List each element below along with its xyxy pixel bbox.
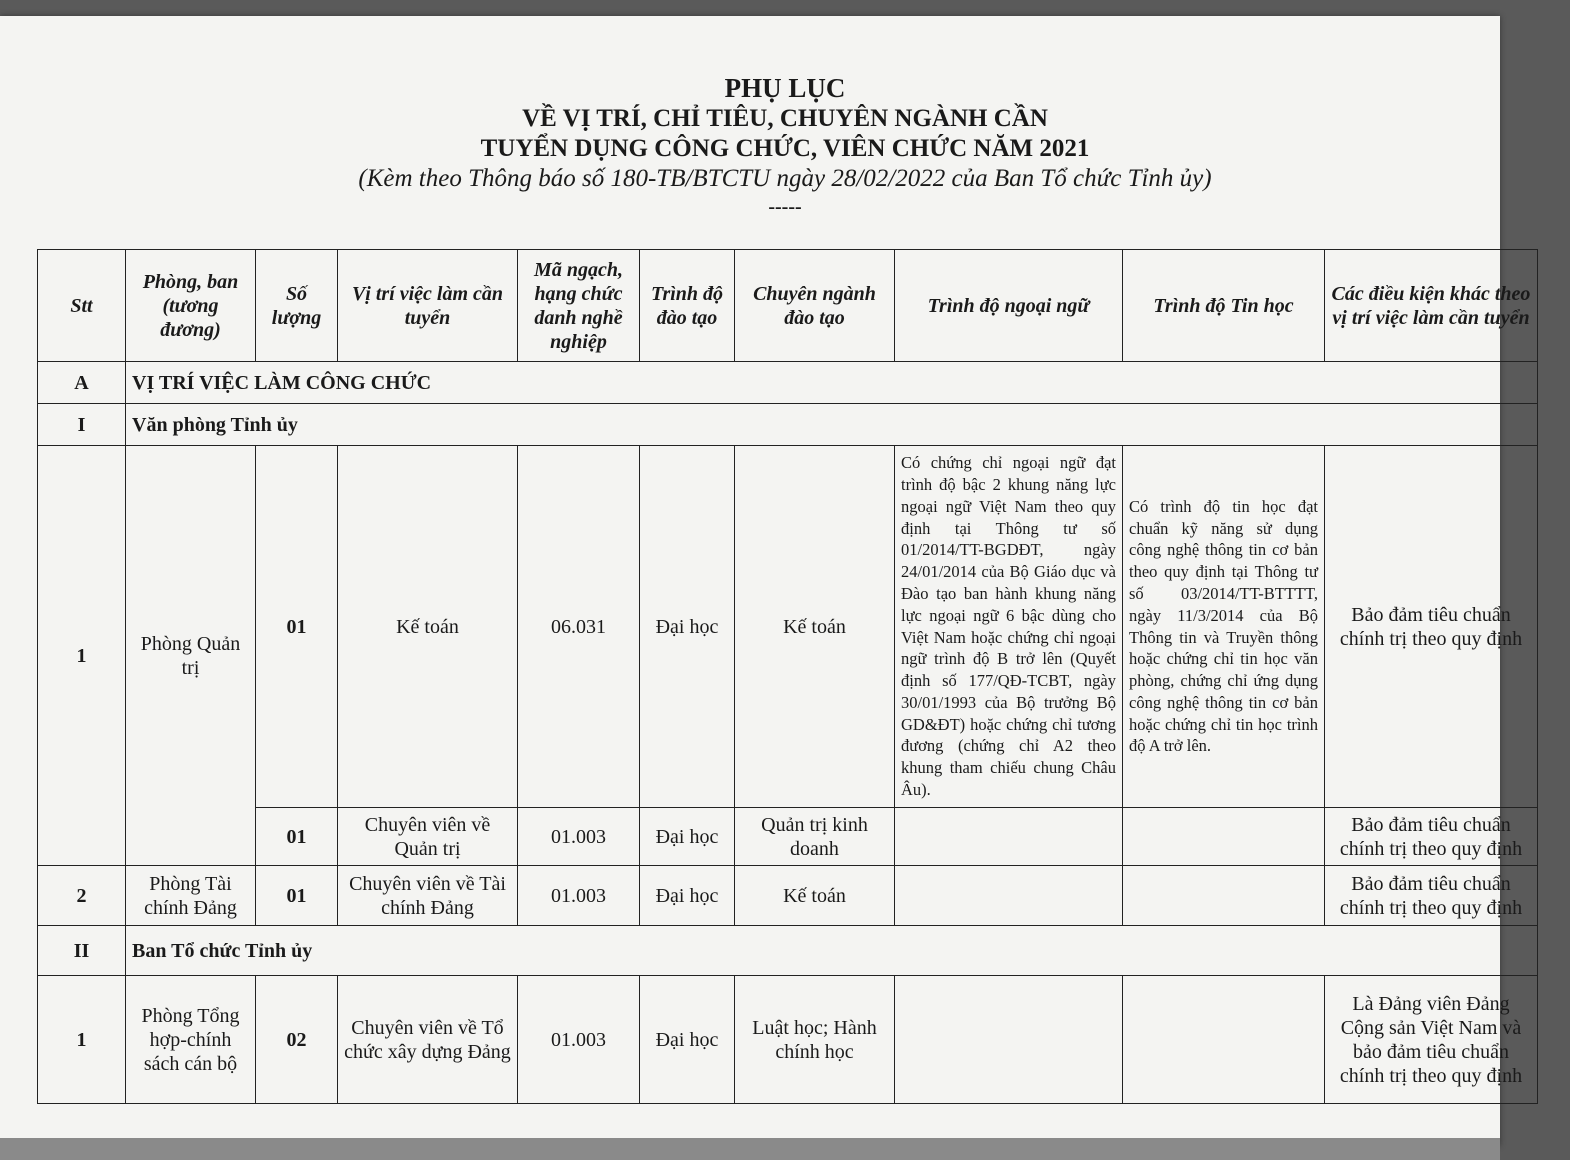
row-other: Bảo đảm tiêu chuẩn chính trị theo quy định — [1325, 866, 1538, 926]
row-stt: 2 — [38, 866, 126, 926]
row-position: Kế toán — [338, 446, 518, 808]
row-other: Bảo đảm tiêu chuẩn chính trị theo quy định — [1325, 808, 1538, 866]
table-row — [38, 866, 1538, 926]
header-row — [38, 250, 1538, 362]
row-level: Đại học — [640, 808, 735, 866]
row-foreign-language — [895, 976, 1123, 1104]
title-line-3: TUYỂN DỤNG CÔNG CHỨC, VIÊN CHỨC NĂM 2021 — [480, 135, 1090, 162]
row-department: Phòng Tài chính Đảng — [126, 866, 256, 926]
title-line-2: VỀ VỊ TRÍ, CHỈ TIÊU, CHUYÊN NGÀNH CẦN — [522, 105, 1048, 132]
section-label: Ban Tổ chức Tỉnh ủy — [126, 926, 1538, 976]
section-label: Văn phòng Tỉnh ủy — [126, 404, 1538, 446]
col-foreign-language: Trình độ ngoại ngữ — [895, 250, 1123, 362]
section-row-ii — [38, 926, 1538, 976]
section-row-i — [38, 404, 1538, 446]
row-code: 01.003 — [518, 808, 640, 866]
row-major: Luật học; Hành chính học — [735, 976, 895, 1104]
table-row — [38, 446, 1538, 808]
row-position: Chuyên viên về Tổ chức xây dựng Đảng — [338, 976, 518, 1104]
row-major: Quản trị kinh doanh — [735, 808, 895, 866]
row-foreign-language: Có chứng chỉ ngoại ngữ đạt trình độ bậc 2 khung năng lực ngoại ngữ Việt Nam theo quy định tại Thông tư số 01/2014/TT-BGDĐT, ngày 24/01/2014 của Bộ Giáo dục và Đào tạo ban hành khung năng lực ngoại ngữ 6 bậc dùng cho Việt Nam hoặc chứng chỉ ngoại ngữ trình độ B trở lên (Quyết định số 177/QĐ-TCBT, ngày 30/01/1993 của Bộ trưởng Bộ GD&ĐT) hoặc chứng chỉ tương đương (chứng chỉ A2 theo khung tham chiếu chung Châu Âu). — [895, 446, 1123, 808]
section-stt: II — [38, 926, 126, 976]
row-major: Kế toán — [735, 866, 895, 926]
col-position: Vị trí việc làm cần tuyển — [338, 250, 518, 362]
reference-line: (Kèm theo Thông báo số 180-TB/BTCTU ngày 28/02/2022 của Ban Tổ chức Tỉnh ủy) — [358, 165, 1212, 192]
row-other: Là Đảng viên Đảng Cộng sản Việt Nam và bảo đảm tiêu chuẩn chính trị theo quy định — [1325, 976, 1538, 1104]
row-quantity: 01 — [256, 808, 338, 866]
row-department: Phòng Quản trị — [126, 446, 256, 866]
row-code: 01.003 — [518, 976, 640, 1104]
row-major: Kế toán — [735, 446, 895, 808]
col-stt: Stt — [38, 250, 126, 362]
document-header — [0, 72, 1570, 220]
section-stt: I — [38, 404, 126, 446]
row-other: Bảo đảm tiêu chuẩn chính trị theo quy định — [1325, 446, 1538, 808]
col-level: Trình độ đào tạo — [640, 250, 735, 362]
row-level: Đại học — [640, 866, 735, 926]
row-code: 01.003 — [518, 866, 640, 926]
row-foreign-language — [895, 808, 1123, 866]
row-position: Chuyên viên về Tài chính Đảng — [338, 866, 518, 926]
row-level: Đại học — [640, 976, 735, 1104]
section-label: VỊ TRÍ VIỆC LÀM CÔNG CHỨC — [126, 362, 1538, 404]
row-foreign-language — [895, 866, 1123, 926]
recruitment-table — [37, 249, 1538, 1104]
separator: ----- — [768, 196, 802, 218]
col-quantity: Số lượng — [256, 250, 338, 362]
col-department: Phòng, ban (tương đương) — [126, 250, 256, 362]
row-stt: 1 — [38, 976, 126, 1104]
section-stt: A — [38, 362, 126, 404]
table-row — [38, 808, 1538, 866]
row-quantity: 01 — [256, 446, 338, 808]
row-it: Có trình độ tin học đạt chuẩn kỹ năng sử dụng công nghệ thông tin cơ bản theo quy định tại Thông tư số 03/2014/TT-BTTTT, ngày 11/3/2014 của Bộ Thông tin và Truyền thông hoặc chứng chỉ tin học văn phòng, chứng chỉ ứng dụng công nghệ thông tin cơ bản hoặc chứng chỉ tin học trình độ A trở lên. — [1123, 446, 1325, 808]
row-code: 06.031 — [518, 446, 640, 808]
row-it — [1123, 866, 1325, 926]
col-major: Chuyên ngành đào tạo — [735, 250, 895, 362]
col-it: Trình độ Tin học — [1123, 250, 1325, 362]
row-quantity: 02 — [256, 976, 338, 1104]
row-level: Đại học — [640, 446, 735, 808]
page-edge — [0, 1138, 1500, 1160]
row-stt: 1 — [38, 446, 126, 866]
row-it — [1123, 808, 1325, 866]
table-row — [38, 976, 1538, 1104]
row-it — [1123, 976, 1325, 1104]
row-department: Phòng Tổng hợp-chính sách cán bộ — [126, 976, 256, 1104]
row-position: Chuyên viên về Quản trị — [338, 808, 518, 866]
col-code: Mã ngạch, hạng chức danh nghề nghiệp — [518, 250, 640, 362]
row-quantity: 01 — [256, 866, 338, 926]
appendix-title: PHỤ LỤC — [724, 73, 846, 103]
col-other: Các điều kiện khác theo vị trí việc làm cần tuyển — [1325, 250, 1538, 362]
section-row-a — [38, 362, 1538, 404]
